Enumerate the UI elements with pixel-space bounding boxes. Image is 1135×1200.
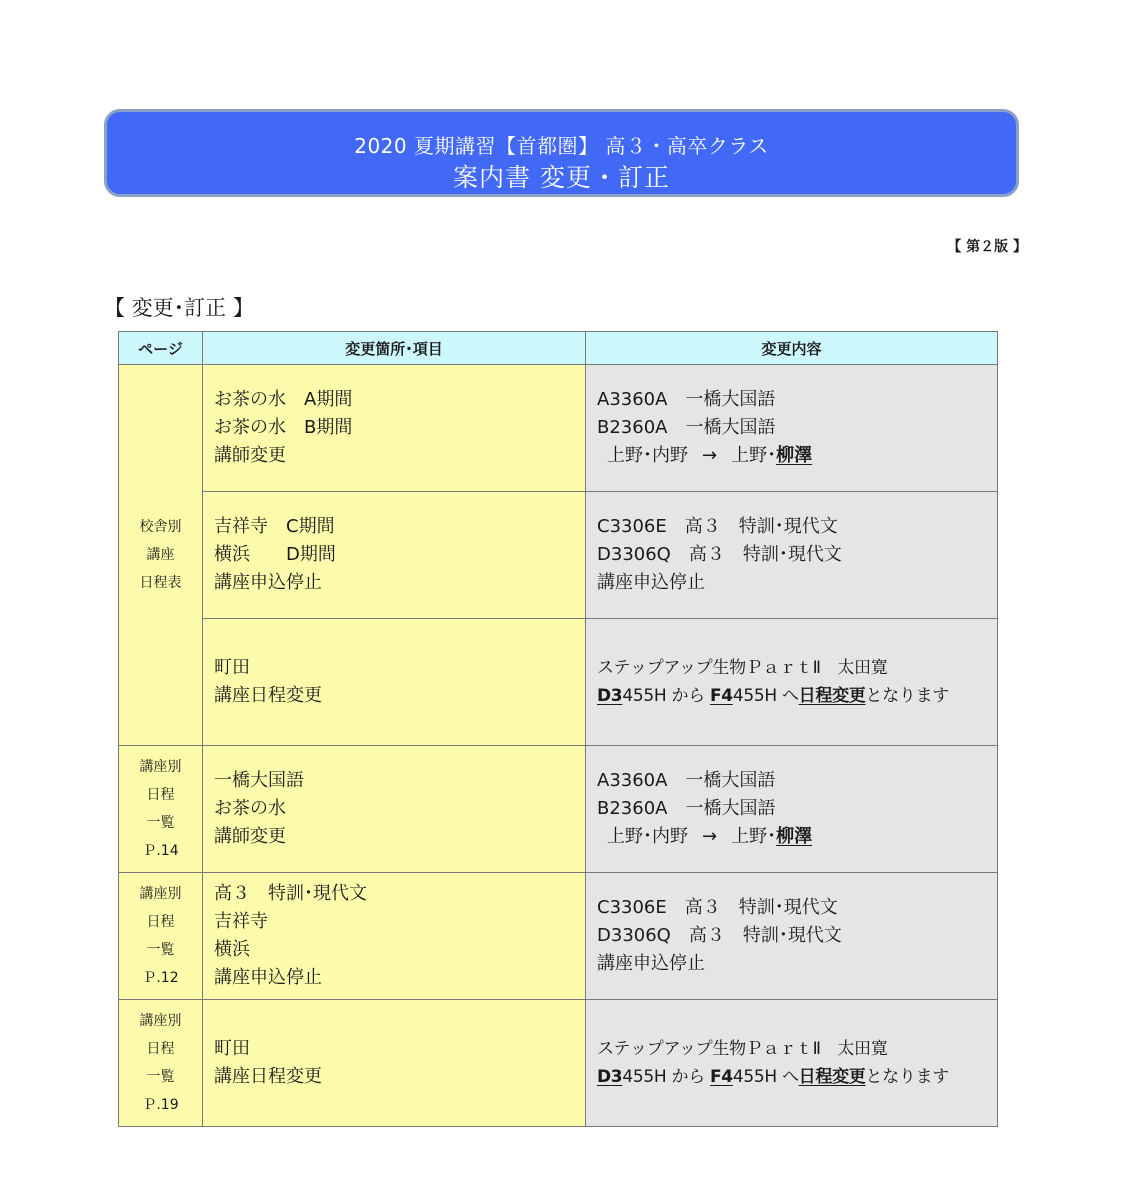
banner-subtitle: 2020 夏期講習【首都圏】 高３・高卒クラス	[354, 134, 769, 158]
content-line: 講座申込停止	[597, 953, 705, 974]
item-line: 吉祥寺 C期間	[214, 516, 335, 537]
new-code-prefix: F4	[709, 686, 733, 706]
header-content: 変更内容	[586, 332, 998, 365]
page-line: 一覧	[146, 942, 175, 958]
page-line: Ｐ.12	[142, 970, 179, 986]
content-line: A3360A 一橋大国語	[597, 770, 776, 791]
content-cell	[586, 492, 998, 619]
page-line: Ｐ.19	[142, 1097, 179, 1113]
content-line: B2360A 一橋大国語	[597, 798, 776, 819]
page-line: 一覧	[146, 815, 175, 831]
item-line: 講座申込停止	[214, 967, 322, 988]
item-line: 講座申込停止	[214, 572, 322, 593]
item-line: 講師変更	[214, 826, 286, 847]
old-code-rest: 455H から	[622, 686, 710, 706]
page-line: 日程表	[139, 575, 182, 591]
old-code-rest: 455H から	[622, 1067, 710, 1087]
edition-label: 【 第２版 】	[947, 239, 1027, 255]
table-row	[119, 1000, 998, 1127]
content-line: D3306Q 高３ 特訓･現代文	[597, 925, 842, 946]
table-header-row	[119, 332, 998, 365]
header-page: ページ	[119, 332, 203, 365]
change-label: 日程変更	[798, 1067, 866, 1087]
content-line: 講座申込停止	[597, 572, 705, 593]
item-cell	[203, 1000, 586, 1127]
item-line: 講座日程変更	[214, 685, 322, 706]
item-line: お茶の水	[214, 798, 286, 819]
item-line: 横浜	[214, 939, 250, 960]
table-row	[119, 619, 998, 746]
arrow-icon: →	[702, 445, 718, 466]
item-line: お茶の水 B期間	[214, 417, 353, 438]
title-banner	[104, 109, 1019, 197]
banner-title: 案内書 変更・訂正	[453, 163, 670, 192]
table-row	[119, 492, 998, 619]
instructor-change-line	[597, 442, 997, 470]
header-item: 変更箇所･項目	[203, 332, 586, 365]
item-line: お茶の水 A期間	[214, 389, 353, 410]
change-label: 日程変更	[798, 686, 866, 706]
item-line: 横浜 D期間	[214, 544, 336, 565]
item-cell	[203, 619, 586, 746]
content-cell	[586, 619, 998, 746]
item-line: 一橋大国語	[214, 770, 304, 791]
item-cell	[203, 492, 586, 619]
old-code-prefix: D3	[597, 686, 623, 706]
page-cell	[119, 1000, 203, 1127]
new-code-rest: 455H へ	[732, 686, 799, 706]
content-cell	[586, 1000, 998, 1127]
item-cell	[203, 873, 586, 1000]
content-line: ステップアップ生物ＰａｒｔⅡ 太田寛	[597, 1039, 888, 1059]
item-cell	[203, 365, 586, 492]
page-cell	[119, 365, 203, 746]
new-instructor: 柳澤	[776, 445, 813, 466]
old-instructor: 上野･内野	[607, 445, 688, 466]
page-line: 日程	[146, 787, 175, 803]
new-code-prefix: F4	[709, 1067, 733, 1087]
item-line: 高３ 特訓･現代文	[214, 883, 367, 904]
page-line: 日程	[146, 914, 175, 930]
item-line: 講師変更	[214, 445, 286, 466]
new-code-rest: 455H へ	[732, 1067, 799, 1087]
content-cell	[586, 365, 998, 492]
new-instructor-prefix: 上野･	[731, 826, 777, 847]
page-line: 日程	[146, 1041, 175, 1057]
content-line: C3306E 高３ 特訓･現代文	[597, 897, 838, 918]
new-instructor-prefix: 上野･	[731, 445, 777, 466]
schedule-change-line	[597, 682, 997, 710]
change-tail: となります	[865, 686, 949, 706]
content-cell	[586, 873, 998, 1000]
table-row	[119, 746, 998, 873]
page-line: Ｐ.14	[142, 843, 179, 859]
section-heading: 【 変更･訂正 】	[104, 296, 254, 320]
table-row	[119, 365, 998, 492]
content-line: D3306Q 高３ 特訓･現代文	[597, 544, 842, 565]
content-line: B2360A 一橋大国語	[597, 417, 776, 438]
arrow-icon: →	[702, 826, 718, 847]
new-instructor: 柳澤	[776, 826, 813, 847]
item-line: 講座日程変更	[214, 1066, 322, 1087]
page-line: 講座別	[139, 759, 182, 775]
page-line: 一覧	[146, 1069, 175, 1085]
item-line: 町田	[214, 1038, 250, 1059]
item-line: 吉祥寺	[214, 911, 268, 932]
old-code-prefix: D3	[597, 1067, 623, 1087]
content-cell	[586, 746, 998, 873]
page-cell	[119, 873, 203, 1000]
page-cell	[119, 746, 203, 873]
changes-table	[118, 331, 998, 1127]
content-line: A3360A 一橋大国語	[597, 389, 776, 410]
page-line: 校舎別	[139, 519, 182, 535]
table-row	[119, 873, 998, 1000]
content-line: ステップアップ生物ＰａｒｔⅡ 太田寛	[597, 658, 888, 678]
page-line: 講座別	[139, 1013, 182, 1029]
change-tail: となります	[865, 1067, 949, 1087]
instructor-change-line	[597, 823, 997, 851]
page-line: 講座別	[139, 886, 182, 902]
page-line: 講座	[146, 547, 175, 563]
item-cell	[203, 746, 586, 873]
old-instructor: 上野･内野	[607, 826, 688, 847]
content-line: C3306E 高３ 特訓･現代文	[597, 516, 838, 537]
schedule-change-line	[597, 1063, 997, 1091]
item-line: 町田	[214, 657, 250, 678]
